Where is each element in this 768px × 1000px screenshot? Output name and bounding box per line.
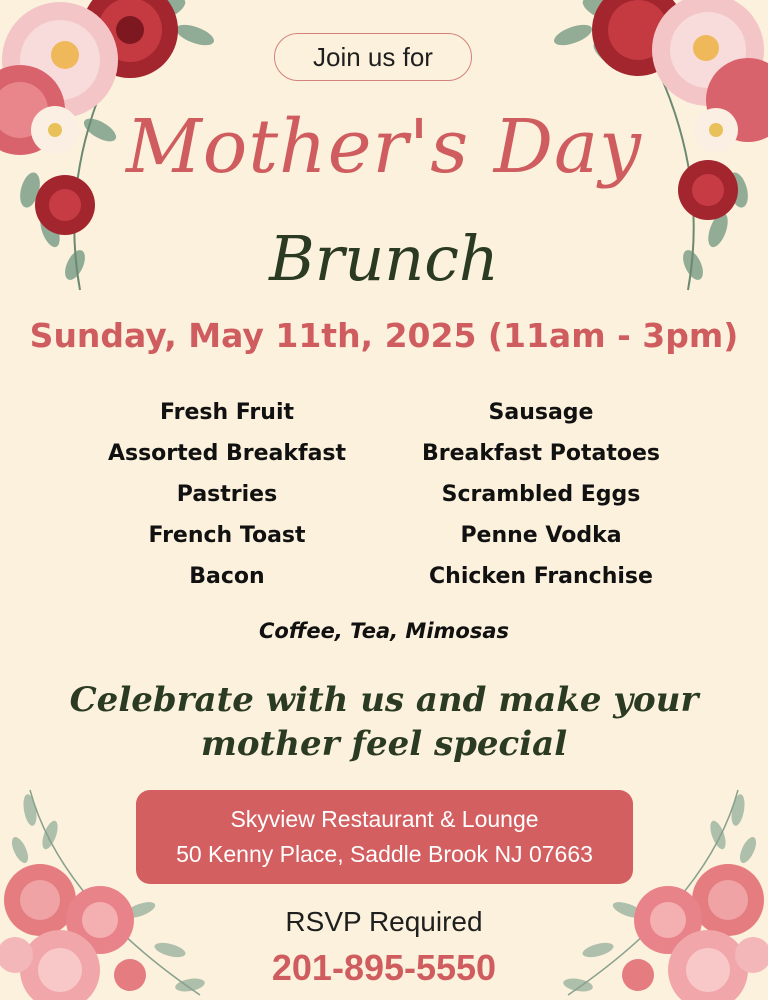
venue-address: 50 Kenny Place, Saddle Brook NJ 07663 [176, 841, 593, 867]
menu-list-left [57, 392, 397, 597]
menu-item: Fresh Fruit [160, 400, 294, 425]
menu-item: Pastries [176, 482, 278, 507]
menu-item: Breakfast Potatoes [422, 441, 660, 466]
event-date-time: Sunday, May 11th, 2025 (11am - 3pm) [29, 316, 739, 355]
menu-item: Scrambled Eggs [441, 482, 641, 507]
rsvp-phone[interactable]: 201-895-5550 [271, 947, 497, 988]
menu-item: Penne Vodka [460, 523, 622, 548]
menu-list-right [371, 392, 711, 597]
drinks-line: Coffee, Tea, Mimosas [259, 619, 509, 643]
menu-item: Assorted Breakfast [107, 441, 347, 466]
menu-item: Chicken Franchise [429, 564, 653, 589]
menu-item: Sausage [488, 400, 594, 425]
invite-pill: Join us for [274, 33, 472, 81]
menu-item: French Toast [148, 523, 306, 548]
rsvp-label: RSVP Required [285, 906, 483, 937]
venue-name: Skyview Restaurant & Lounge [230, 806, 539, 832]
event-subtitle: Brunch [269, 222, 499, 295]
menu-item: Bacon [189, 564, 265, 589]
event-title: Mother's Day [126, 104, 642, 190]
celebration-message: Celebrate with us and make your mother feel special [69, 680, 699, 764]
venue-box [136, 790, 633, 884]
